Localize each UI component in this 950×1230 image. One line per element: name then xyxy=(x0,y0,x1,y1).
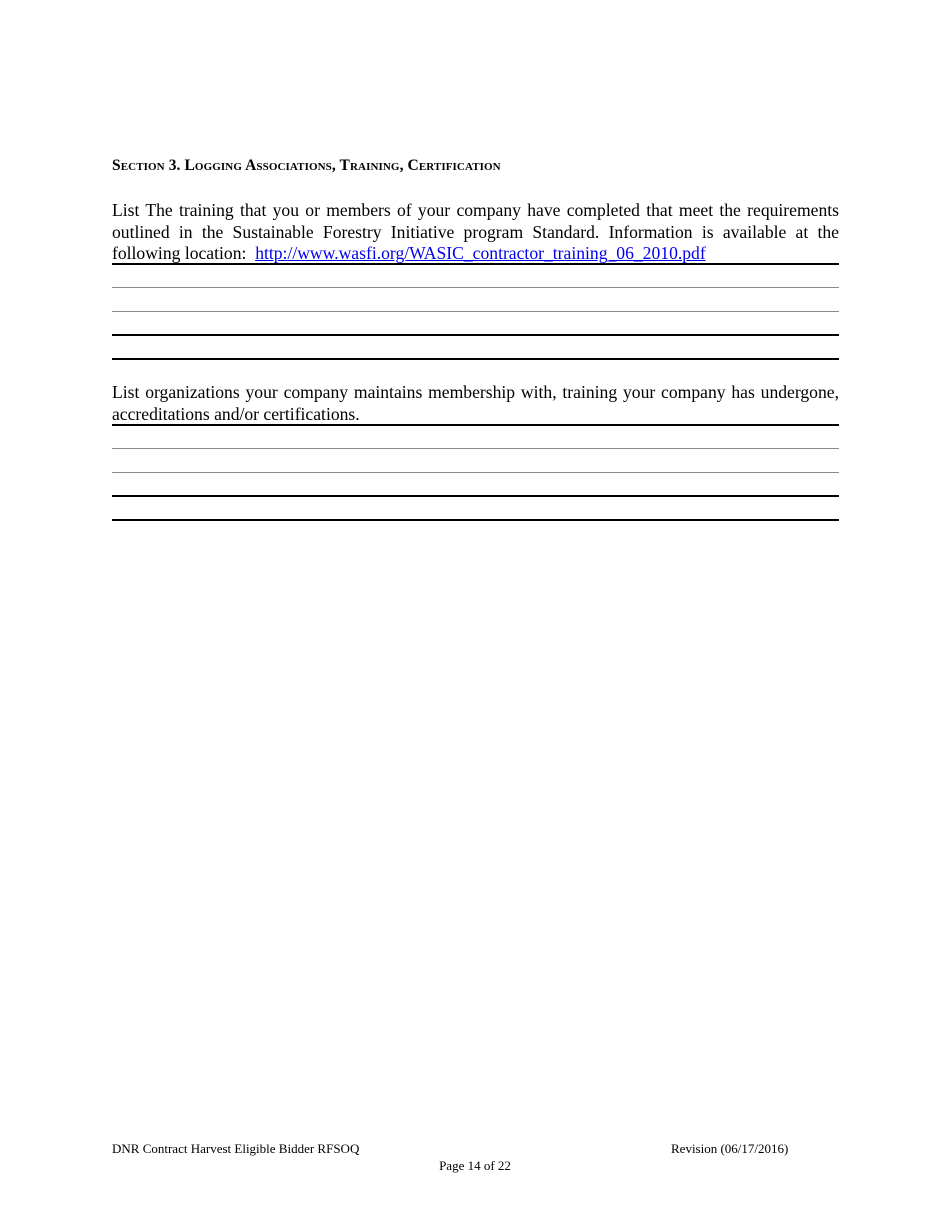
training-instructions-text: List The training that you or members of your company have completed that meet the requirements outlined in the Sustainable Forestry Initiative program Standard. Information is available at the following location: xyxy=(112,200,839,263)
training-answer-line-3[interactable] xyxy=(112,311,839,312)
footer-page-number: Page 14 of 22 xyxy=(439,1158,511,1173)
organizations-answer-line-1[interactable] xyxy=(112,424,839,426)
training-answer-line-1[interactable] xyxy=(112,263,839,265)
training-instructions xyxy=(112,200,839,265)
footer-document-title: DNR Contract Harvest Eligible Bidder RFSOQ xyxy=(112,1141,360,1156)
organizations-instructions: List organizations your company maintains membership with, training your company has undergone, accreditations and/or certifications. xyxy=(112,382,839,424)
training-link[interactable]: http://www.wasfi.org/WASIC_contractor_training_06_2010.pdf xyxy=(255,243,706,263)
organizations-answer-line-2[interactable] xyxy=(112,448,839,449)
training-answer-line-2[interactable] xyxy=(112,287,839,288)
organizations-answer-line-4[interactable] xyxy=(112,495,839,497)
footer-revision: Revision (06/17/2016) xyxy=(671,1141,789,1156)
organizations-answer-line-3[interactable] xyxy=(112,472,839,473)
training-answer-line-4[interactable] xyxy=(112,334,839,336)
section-heading: Section 3. Logging Associations, Training, Certification xyxy=(112,157,501,174)
training-answer-line-5[interactable] xyxy=(112,358,839,360)
organizations-answer-line-5[interactable] xyxy=(112,519,839,521)
